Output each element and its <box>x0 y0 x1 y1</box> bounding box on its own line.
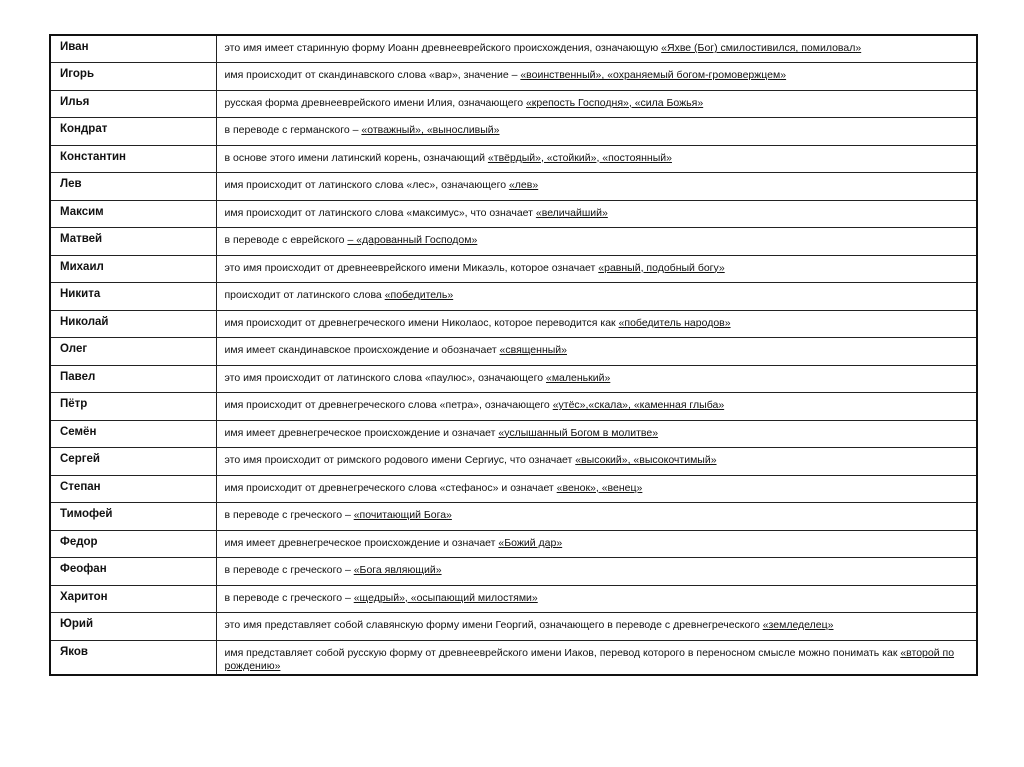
meaning-text: «победитель народов» <box>618 316 731 329</box>
description-text: в переводе с греческого – <box>224 591 354 604</box>
meaning-text: «маленький» <box>546 371 611 384</box>
description-text: в переводе с греческого – <box>224 564 354 576</box>
description-cell <box>216 530 977 558</box>
name-cell: Пётр <box>50 393 216 421</box>
description-text: имя имеет скандинавское происхождение и обозначает <box>224 344 500 356</box>
name-cell: Павел <box>50 365 216 393</box>
description-cell <box>216 283 977 311</box>
table-row <box>50 90 977 118</box>
table-row <box>50 613 977 641</box>
description-cell <box>216 200 977 228</box>
description-text: в переводе с греческого – <box>224 509 354 521</box>
table-row <box>50 393 977 421</box>
table-row <box>50 228 977 256</box>
description-text: это имя представляет собой славянскую форму имени Георгий, означающего в переводе с древнегреческого <box>224 619 763 631</box>
table-row <box>50 585 977 613</box>
name-cell: Федор <box>50 530 216 558</box>
table-row <box>50 145 977 173</box>
name-cell: Лев <box>50 173 216 201</box>
description-text: в основе этого имени латинский корень, означающий <box>224 151 488 164</box>
name-cell: Константин <box>50 145 216 173</box>
table-row <box>50 558 977 586</box>
meaning-text: «отважный», «выносливый» <box>361 124 500 136</box>
description-cell <box>216 118 977 146</box>
description-text: это имя происходит от древнееврейского имени Микаэль, которое означает <box>224 261 599 274</box>
name-cell: Иван <box>50 35 216 63</box>
name-cell: Харитон <box>50 585 216 613</box>
name-cell: Феофан <box>50 558 216 586</box>
meaning-text: «Яхве (Бог) смилостивился, помиловал» <box>661 42 862 54</box>
table-row <box>50 448 977 476</box>
description-text: происходит от латинского слова <box>224 289 385 301</box>
name-cell: Михаил <box>50 255 216 283</box>
table-row <box>50 63 977 91</box>
description-cell <box>216 585 977 613</box>
description-cell <box>216 503 977 531</box>
description-text: в переводе с еврейского <box>224 234 348 246</box>
table-row <box>50 503 977 531</box>
table-row <box>50 118 977 146</box>
description-cell <box>216 475 977 503</box>
description-text: имя представляет собой русскую форму от древнееврейского имени Иаков, перевод которого в переносном смысле можно понимать как <box>224 646 901 659</box>
description-cell <box>216 63 977 91</box>
description-text: это имя происходит от латинского слова «паулюс», означающего <box>224 371 546 384</box>
description-text: имя происходит от древнегреческого имени Николаос, которое переводится как <box>224 316 619 329</box>
meaning-text: «услышанный Богом в молитве» <box>498 426 659 439</box>
meaning-text: «твёрдый», «стойкий», «постоянный» <box>487 151 672 164</box>
meaning-text: «щедрый», «осыпающий милостями» <box>353 591 538 604</box>
meaning-text: «равный, подобный богу» <box>598 261 725 274</box>
description-text: имя происходит от скандинавского слова «вар», значение – <box>224 69 521 81</box>
description-text: русская форма древнееврейского имени Илия, означающего <box>224 96 526 109</box>
table-row <box>50 475 977 503</box>
table-row <box>50 255 977 283</box>
meaning-text: «утёс»,«скала», «каменная глыба» <box>552 399 725 411</box>
description-text: в переводе с германского – <box>224 124 362 136</box>
description-cell <box>216 173 977 201</box>
meaning-text: «Божий дар» <box>498 536 563 549</box>
description-cell <box>216 90 977 118</box>
meaning-text: «почитающий Бога» <box>353 509 452 521</box>
meaning-text: «второй по рождению» <box>224 646 955 672</box>
meaning-text: «лев» <box>508 179 539 191</box>
description-cell <box>216 613 977 641</box>
table-row <box>50 200 977 228</box>
meaning-text: «высокий», «высокочтимый» <box>575 454 717 466</box>
name-cell: Илья <box>50 90 216 118</box>
name-cell: Матвей <box>50 228 216 256</box>
table-row <box>50 365 977 393</box>
meaning-text: «победитель» <box>384 289 454 301</box>
description-cell <box>216 558 977 586</box>
meaning-text: «крепость Господня», «сила Божья» <box>525 96 704 109</box>
table-row <box>50 310 977 338</box>
table-row <box>50 283 977 311</box>
name-cell: Николай <box>50 310 216 338</box>
name-cell: Сергей <box>50 448 216 476</box>
description-text: это имя происходит от римского родового имени Сергиус, что означает <box>224 454 576 466</box>
table-row <box>50 35 977 63</box>
description-cell <box>216 35 977 63</box>
meaning-text: «величайший» <box>535 206 608 219</box>
description-cell <box>216 310 977 338</box>
meaning-text: «священный» <box>499 344 567 356</box>
table-row <box>50 420 977 448</box>
meaning-text: – «дарованный Господом» <box>347 234 478 246</box>
description-cell <box>216 365 977 393</box>
description-cell <box>216 640 977 675</box>
description-text: имя имеет древнегреческое происхождение и означает <box>224 536 499 549</box>
name-cell: Семён <box>50 420 216 448</box>
name-cell: Игорь <box>50 63 216 91</box>
description-text: имя происходит от древнегреческого слова «петра», означающего <box>224 399 553 411</box>
name-cell: Кондрат <box>50 118 216 146</box>
table-row <box>50 640 977 675</box>
meaning-text: «воинственный», «охраняемый богом-громовержцем» <box>520 69 787 81</box>
description-cell <box>216 228 977 256</box>
meaning-text: «Бога являющий» <box>353 564 442 576</box>
description-text: имя происходит от латинского слова «максимус», что означает <box>224 206 536 219</box>
table-row <box>50 173 977 201</box>
name-cell: Олег <box>50 338 216 366</box>
table-row <box>50 530 977 558</box>
names-table <box>49 34 978 676</box>
description-cell <box>216 338 977 366</box>
meaning-text: «венок», «венец» <box>556 481 643 494</box>
name-cell: Юрий <box>50 613 216 641</box>
name-cell: Тимофей <box>50 503 216 531</box>
names-table-body <box>50 35 977 675</box>
table-row <box>50 338 977 366</box>
description-cell <box>216 145 977 173</box>
description-cell <box>216 255 977 283</box>
name-cell: Яков <box>50 640 216 675</box>
name-cell: Степан <box>50 475 216 503</box>
description-text: имя происходит от древнегреческого слова «стефанос» и означает <box>224 481 557 494</box>
name-cell: Никита <box>50 283 216 311</box>
description-cell <box>216 420 977 448</box>
meaning-text: «земледелец» <box>762 619 834 631</box>
name-cell: Максим <box>50 200 216 228</box>
description-cell <box>216 393 977 421</box>
description-text: это имя имеет старинную форму Иоанн древнееврейского происхождения, означающую <box>224 42 662 54</box>
description-cell <box>216 448 977 476</box>
description-text: имя имеет древнегреческое происхождение и означает <box>224 426 499 439</box>
description-text: имя происходит от латинского слова «лес», означающего <box>224 179 509 191</box>
